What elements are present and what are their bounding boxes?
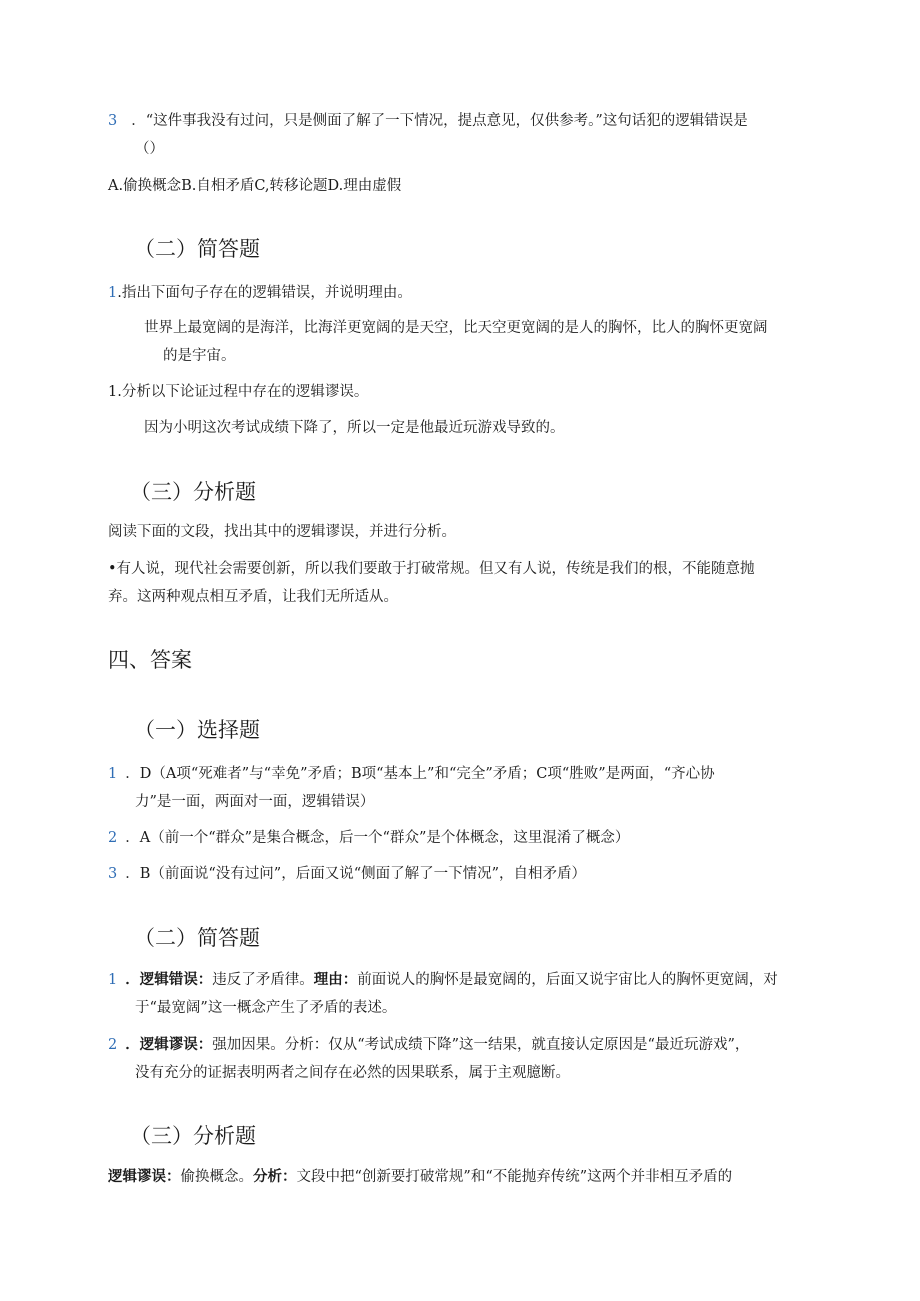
short-answer-2: [108, 1035, 749, 1055]
question-text: .指出下面句子存在的逻辑错误，并说明理由。: [117, 285, 412, 301]
choice-answer-1: [108, 764, 715, 784]
choice-answer-2: [108, 828, 629, 848]
answer-text: ．B（前面说“没有过问”，后面又说“侧面了解了一下情况”，自相矛盾）: [125, 866, 587, 882]
answer-label: 逻辑谬误：: [108, 1168, 181, 1185]
question-text: ．“这件事我没有过问，只是侧面了解了一下情况，提点意见，仅供参考。”这句话犯的逻辑错误是: [131, 113, 748, 129]
answer-text: 违反了矛盾律。: [212, 972, 314, 988]
question-number: 3: [108, 113, 118, 129]
answer-text: 前面说人的胸怀是最宽阔的，后面又说宇宙比人的胸怀更宽阔，对: [357, 972, 778, 988]
choice-answer-3: [108, 864, 586, 884]
quote-line-2: 的是宇宙。: [163, 348, 236, 364]
answers-analysis-heading: （三）分析题: [130, 1124, 256, 1148]
answer-label: 理由：: [313, 971, 358, 988]
quote-line-1: 世界上最宽阔的是海洋，比海洋更宽阔的是天空，比天空更宽阔的是人的胸怀，比人的胸怀更宽阔: [144, 320, 768, 336]
answer-label: 分析：: [253, 1168, 297, 1185]
answer-number: 2: [108, 830, 118, 846]
question-options: A.偷换概念B.自相矛盾C,转移论题D.理由虚假: [108, 178, 402, 194]
answer-number: 3: [108, 866, 118, 882]
answer-text: 强加因果。分析：仅从“考试成绩下降”这一结果，就直接认定原因是“最近玩游戏”，: [212, 1037, 750, 1053]
answer-number: 2: [108, 1037, 118, 1053]
answer-number: 1: [108, 766, 118, 782]
answer-label: ．逻辑谬误：: [125, 1036, 213, 1053]
passage-line-2: 弃。这两种观点相互矛盾，让我们无所适从。: [108, 589, 398, 605]
answer-blank: （）: [135, 141, 164, 157]
answers-choice-heading: （一）选择题: [134, 718, 260, 742]
answer-text: 偷换概念。: [180, 1169, 253, 1185]
answer-text: ．A（前一个“群众”是集合概念，后一个“群众”是个体概念，这里混淆了概念）: [125, 830, 630, 846]
answer-number: 1: [108, 972, 118, 988]
quote-line: 因为小明这次考试成绩下降了，所以一定是他最近玩游戏导致的。: [144, 420, 565, 436]
short-question-2: 1.分析以下论证过程中存在的逻辑谬误。: [108, 384, 369, 400]
analysis-intro: 阅读下面的文段，找出其中的逻辑谬误，并进行分析。: [108, 524, 456, 540]
answer-text: ．D（A项“死难者”与“幸免”矛盾；B项“基本上”和“完全”矛盾；C项“胜败”是两面，“齐心协: [125, 766, 715, 782]
passage-line-1: •有人说，现代社会需要创新，所以我们要敢于打破常规。但又有人说，传统是我们的根，不能随意抛: [108, 561, 755, 577]
answer-label: ．逻辑错误：: [125, 971, 213, 988]
answer-text: 文段中把“创新要打破常规”和“不能抛弃传统”这两个并非相互矛盾的: [296, 1169, 733, 1185]
answers-short-heading: （二）简答题: [134, 926, 260, 950]
short-answer-2-cont: 没有充分的证据表明两者之间存在必然的因果联系，属于主观臆断。: [135, 1065, 570, 1081]
short-answer-1: [108, 970, 778, 990]
choice-answer-1-cont: 力”是一面，两面对一面，逻辑错误）: [135, 794, 375, 810]
section-heading-short-answer: （二）简答题: [134, 237, 260, 261]
section-heading-analysis: （三）分析题: [130, 480, 256, 504]
question-3: [108, 111, 748, 131]
short-answer-1-cont: 于“最宽阔”这一概念产生了矛盾的表述。: [135, 1000, 397, 1016]
short-question-1: [108, 283, 412, 303]
analysis-answer: [108, 1167, 732, 1187]
answers-heading: 四、答案: [108, 648, 192, 672]
question-number: 1: [108, 285, 118, 301]
